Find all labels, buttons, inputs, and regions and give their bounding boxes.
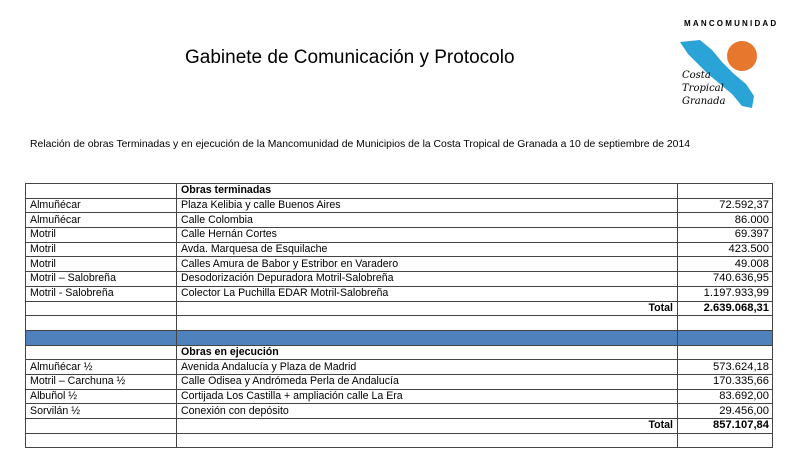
logo-top-text: MANCOMUNIDAD	[684, 19, 779, 28]
importe-cell: 86.000	[678, 213, 773, 228]
municipio-cell: Almuñécar	[26, 198, 177, 213]
obra-cell: Calle Colombia	[177, 213, 678, 228]
municipio-cell: Motril	[26, 242, 177, 257]
obra-cell: Avda. Marquesa de Esquilache	[177, 242, 678, 257]
importe-cell: 83.692,00	[678, 389, 773, 404]
importe-cell: 573.624,18	[678, 360, 773, 375]
table-row	[26, 389, 773, 404]
obra-cell: Conexión con depósito	[177, 404, 678, 419]
empty-cell	[678, 433, 773, 448]
band-cell	[177, 330, 678, 345]
obra-cell: Avenida Andalucía y Plaza de Madrid	[177, 360, 678, 375]
empty-cell	[177, 433, 678, 448]
empty-cell	[678, 316, 773, 331]
table-row	[26, 213, 773, 228]
municipio-cell: Motril – Carchuna ½	[26, 374, 177, 389]
separator-band-row	[26, 330, 773, 345]
obra-cell: Desodorización Depuradora Motril-Salobreña	[177, 272, 678, 287]
empty-cell	[26, 301, 177, 316]
table-row	[26, 228, 773, 243]
band-cell	[26, 330, 177, 345]
empty-row	[26, 433, 773, 448]
empty-cell	[177, 316, 678, 331]
obra-cell: Calle Odisea y Andrómeda Perla de Andalucía	[177, 374, 678, 389]
table-row	[26, 242, 773, 257]
table-row	[26, 272, 773, 287]
empty-cell	[678, 345, 773, 360]
obra-cell: Plaza Kelibia y calle Buenos Aires	[177, 198, 678, 213]
empty-cell	[678, 184, 773, 199]
empty-cell	[26, 316, 177, 331]
importe-cell: 29.456,00	[678, 404, 773, 419]
svg-text:Tropical: Tropical	[682, 83, 724, 94]
municipio-cell: Sorvilán ½	[26, 404, 177, 419]
municipio-cell: Almuñécar	[26, 213, 177, 228]
importe-cell: 170.335,66	[678, 374, 773, 389]
svg-text:Costa: Costa	[682, 70, 711, 81]
total-row	[26, 419, 773, 434]
importe-cell: 72.592,37	[678, 198, 773, 213]
municipio-cell: Almuñécar ½	[26, 360, 177, 375]
empty-cell	[26, 184, 177, 199]
logo-map-icon	[672, 14, 782, 114]
table-row	[26, 198, 773, 213]
table-row	[26, 360, 773, 375]
section-header-row	[26, 184, 773, 199]
table-row	[26, 257, 773, 272]
obra-cell: Calle Hernán Cortes	[177, 228, 678, 243]
municipio-cell: Motril - Salobreña	[26, 286, 177, 301]
mancomunidad-logo	[672, 14, 782, 114]
importe-cell: 1.197.933,99	[678, 286, 773, 301]
total-label: Total	[177, 301, 678, 316]
empty-row	[26, 316, 773, 331]
svg-text:Granada: Granada	[682, 96, 726, 107]
obra-cell: Calles Amura de Babor y Estribor en Varadero	[177, 257, 678, 272]
total-value: 2.639.068,31	[678, 301, 773, 316]
municipio-cell: Motril – Salobreña	[26, 272, 177, 287]
table-row	[26, 286, 773, 301]
table-row	[26, 374, 773, 389]
importe-cell: 740.636,95	[678, 272, 773, 287]
report-subtitle: Relación de obras Terminadas y en ejecución de la Mancomunidad de Municipios de la Costa Tropical de Granada a 10 de septiembre de 2014	[30, 139, 691, 150]
section-heading: Obras terminadas	[177, 184, 678, 199]
total-row	[26, 301, 773, 316]
importe-cell: 69.397	[678, 228, 773, 243]
obras-table	[25, 183, 773, 448]
total-value: 857.107,84	[678, 419, 773, 434]
empty-cell	[26, 419, 177, 434]
empty-cell	[26, 345, 177, 360]
empty-cell	[26, 433, 177, 448]
band-cell	[678, 330, 773, 345]
page-title: Gabinete de Comunicación y Protocolo	[185, 47, 515, 68]
section-header-row	[26, 345, 773, 360]
municipio-cell: Motril	[26, 228, 177, 243]
obra-cell: Colector La Puchilla EDAR Motril-Salobreña	[177, 286, 678, 301]
table-row	[26, 404, 773, 419]
importe-cell: 423.500	[678, 242, 773, 257]
municipio-cell: Albuñol ½	[26, 389, 177, 404]
section-heading: Obras en ejecución	[177, 345, 678, 360]
total-label: Total	[177, 419, 678, 434]
importe-cell: 49.008	[678, 257, 773, 272]
obra-cell: Cortijada Los Castilla + ampliación calle La Era	[177, 389, 678, 404]
municipio-cell: Motril	[26, 257, 177, 272]
